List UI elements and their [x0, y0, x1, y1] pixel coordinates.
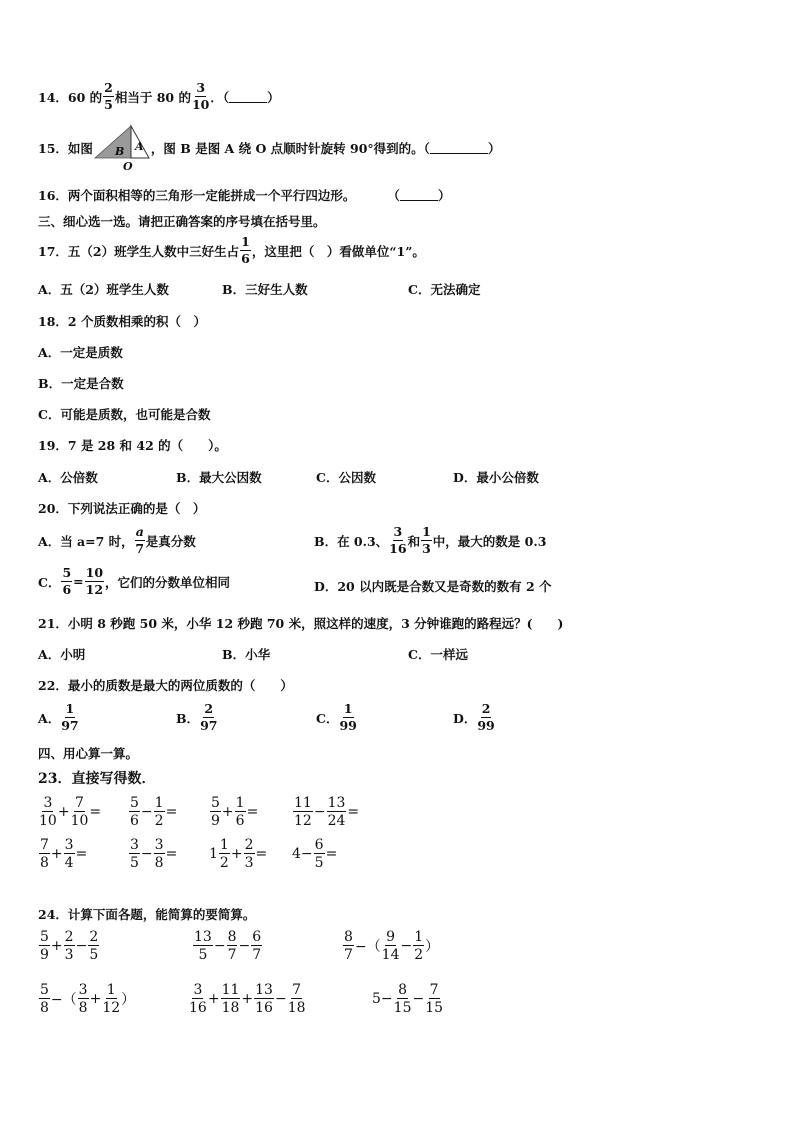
fraction: $\frac{1}{99}$ [339, 701, 357, 733]
option-a[interactable]: A．一定是质数 [38, 345, 123, 360]
question-number: 15． [38, 141, 68, 156]
label-a: A [134, 140, 144, 153]
option-label: D． [453, 710, 477, 726]
question-text: ） [267, 89, 280, 105]
expression: $\frac{5}{9}$ + $\frac{1}{6}$ = [211, 795, 259, 829]
expression: $\frac{3}{10}$ + $\frac{7}{10}$ = [39, 795, 102, 829]
option-c[interactable]: C．一样远 [408, 647, 468, 662]
expression: 5 − $\frac{8}{15}$ − $\frac{7}{15}$ [372, 982, 444, 1016]
option-b[interactable] [176, 703, 218, 732]
option-a[interactable]: A．小明 [38, 647, 86, 662]
option-c[interactable] [38, 567, 230, 596]
option-text: 和 [407, 533, 421, 549]
fraction: $\frac{10}{12}$ [85, 565, 104, 597]
expression: 1 $\frac{1}{2}$ + $\frac{2}{3}$ = [209, 837, 268, 871]
fraction: $\frac{2}{97}$ [200, 701, 218, 733]
option-text: B．在 0.3、 [314, 533, 389, 549]
option-text: ，它们的分数单位相同 [105, 574, 231, 590]
question-17 [38, 236, 425, 265]
question-text: ，图 B 是图 A 绕 O 点顺时针旋转 90°得到的。（ [150, 141, 430, 156]
option-text: 是真分数 [145, 533, 196, 549]
expression: $\frac{5}{8}$ −（ $\frac{3}{8}$ + $\frac{1}{12}$ ） [40, 982, 136, 1016]
question-16 [38, 186, 450, 204]
question-20: 20．下列说法正确的是（ ） [38, 501, 206, 516]
equals-sign: = [73, 574, 84, 589]
question-number: 16． [38, 188, 68, 203]
question-19: 19．7 是 28 和 42 的（ ）。 [38, 438, 227, 453]
option-b[interactable]: B．一定是合数 [38, 376, 124, 391]
option-a[interactable]: A．公倍数 [38, 470, 98, 485]
question-text: （ [387, 188, 400, 203]
expression: $\frac{7}{8}$ + $\frac{3}{4}$ = [40, 837, 88, 871]
question-text: ） [437, 188, 451, 203]
question-24-title: 24．计算下面各题，能简算的要简算。 [38, 907, 256, 922]
fraction: $\frac{2}{5}$ [104, 80, 113, 112]
label-o: O [122, 160, 133, 172]
question-text: ．（ [210, 89, 230, 105]
rotation-figure [93, 124, 151, 172]
section-heading: 四、用心算一算。 [38, 746, 139, 761]
fraction: $\frac{3}{10}$ [191, 80, 210, 112]
section-heading: 三、细心选一选。请把正确答案的序号填在括号里。 [38, 214, 326, 229]
option-b[interactable]: B．小华 [222, 647, 271, 662]
question-text: ，这里把（ ）看做单位“1”。 [251, 243, 425, 259]
option-a[interactable]: A．五（2）班学生人数 [38, 282, 169, 297]
fraction: $\frac{a}{7}$ [135, 524, 145, 556]
option-c[interactable] [316, 703, 358, 732]
question-22: 22．最小的质数是最大的两位质数的（ ） [38, 678, 293, 693]
question-text: 五（2）班学生人数中三好生占 [67, 243, 240, 259]
option-c[interactable]: C．可能是质数，也可能是合数 [38, 407, 211, 422]
question-23-title: 23．直接写得数． [38, 771, 156, 787]
option-label: A． [38, 710, 61, 726]
answer-blank[interactable] [430, 142, 488, 154]
option-text: C． [38, 574, 61, 590]
question-number: 14． [38, 89, 68, 105]
expression: $\frac{3}{16}$ + $\frac{11}{18}$ + $\frac{13}{16}$ − $\frac{7}{18}$ [189, 982, 306, 1016]
question-14 [38, 82, 280, 111]
expression: $\frac{3}{5}$ − $\frac{3}{8}$ = [130, 837, 178, 871]
expression: 4 − $\frac{6}{5}$ = [292, 837, 338, 871]
fraction: $\frac{1}{6}$ [241, 234, 250, 266]
option-text: 中，最大的数是 0.3 [432, 533, 547, 549]
question-18: 18．2 个质数相乘的积（ ） [38, 314, 206, 329]
fraction: $\frac{1}{97}$ [61, 701, 79, 733]
expression: $\frac{5}{9}$ + $\frac{2}{3}$ − $\frac{2}{5}$ [40, 929, 99, 963]
option-b[interactable]: B．三好生人数 [222, 282, 308, 297]
question-text: 两个面积相等的三角形一定能拼成一个平行四边形。 [67, 188, 356, 203]
fraction: $\frac{3}{16}$ [389, 524, 407, 556]
option-a[interactable] [38, 526, 196, 555]
expression: $\frac{8}{7}$ −（ $\frac{9}{14}$ − $\frac{1}{2}$ ） [344, 929, 440, 963]
option-c[interactable]: C．公因数 [316, 470, 376, 485]
option-d[interactable]: D．20 以内既是合数又是奇数的数有 2 个 [314, 579, 552, 594]
option-b[interactable] [314, 526, 546, 555]
question-text: 相当于 80 的 [114, 89, 191, 105]
option-d[interactable]: D．最小公倍数 [453, 470, 539, 485]
fraction: $\frac{1}{3}$ [422, 524, 431, 556]
answer-blank[interactable] [400, 189, 438, 201]
expression: $\frac{5}{6}$ − $\frac{1}{2}$ = [130, 795, 178, 829]
question-text: 如图 [67, 141, 93, 156]
option-a[interactable] [38, 703, 80, 732]
fraction: $\frac{2}{99}$ [477, 701, 495, 733]
label-b: B [114, 145, 125, 158]
expression: $\frac{11}{12}$ − $\frac{13}{24}$ = [294, 795, 360, 829]
option-b[interactable]: B．最大公因数 [176, 470, 262, 485]
option-d[interactable] [453, 703, 496, 732]
question-21: 21．小明 8 秒跑 50 米，小华 12 秒跑 70 米，照这样的速度，3 分钟谁跑的路程远？( ) [38, 616, 564, 631]
option-label: B． [176, 710, 200, 726]
fraction: $\frac{5}{6}$ [62, 565, 72, 597]
option-text: A．当 a=7 时， [38, 533, 134, 549]
question-text: ） [487, 141, 501, 156]
expression: $\frac{13}{5}$ − $\frac{8}{7}$ − $\frac{6}{7}$ [194, 929, 262, 963]
question-15 [38, 124, 500, 172]
option-label: C． [316, 710, 339, 726]
option-c[interactable]: C．无法确定 [408, 282, 481, 297]
question-text: 60 的 [67, 89, 103, 105]
answer-blank[interactable] [229, 91, 267, 103]
question-number: 17． [38, 243, 68, 259]
